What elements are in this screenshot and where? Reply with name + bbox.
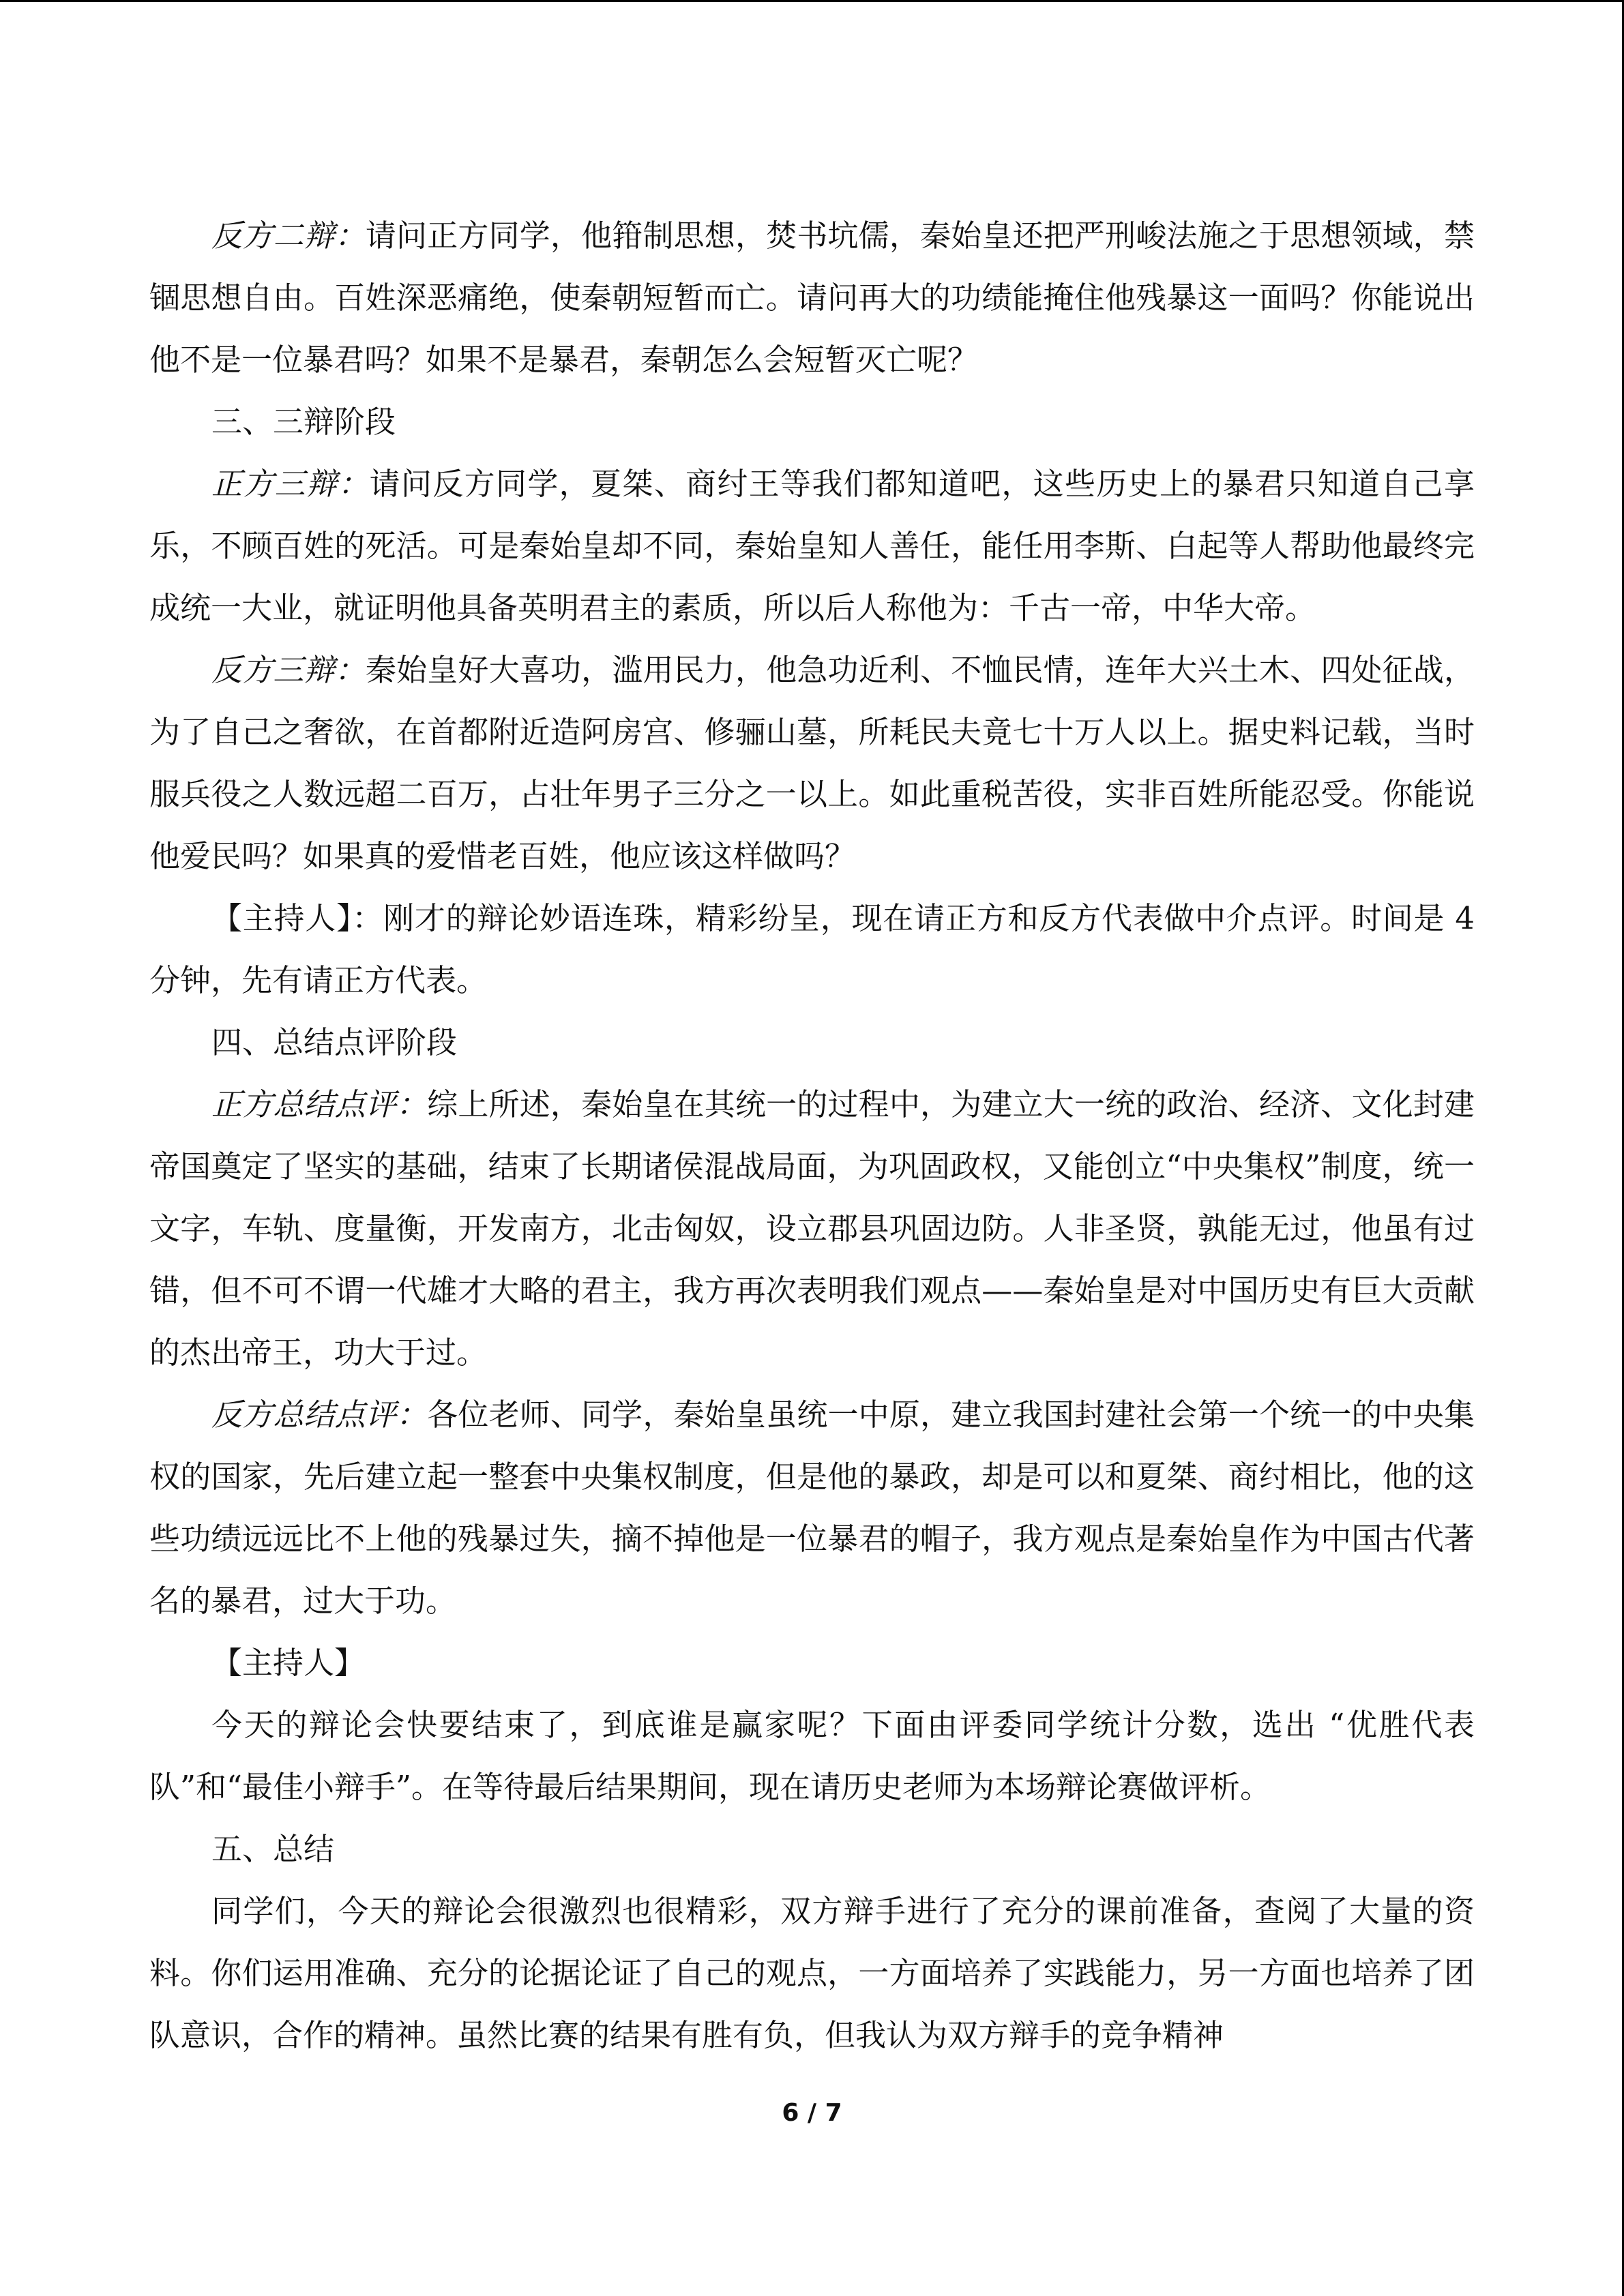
- speaker-label: 反方三辩：: [211, 652, 366, 688]
- speaker-label: 正方总结点评：: [211, 1086, 428, 1122]
- paragraph-fanfang-summary: [149, 1384, 1475, 1632]
- heading-text: 三、三辩阶段: [211, 404, 396, 440]
- document-body: [149, 205, 1475, 2066]
- speaker-label: 反方二辩：: [211, 218, 366, 254]
- paragraph-text: 秦始皇好大喜功，滥用民力，他急功近利、不恤民情，连年大兴土木、四处征战，为了自己之奢欲，在首都附近造阿房宫、修骊山墓，所耗民夫竟七十万人以上。据史料记载，当时服兵役之人数远超二百万，占壮年男子三分之一以上。如此重税苦役，实非百姓所能忍受。你能说他爱民吗？如果真的爱惜老百姓，他应该这样做吗？: [149, 652, 1475, 874]
- paragraph-host-closing: [149, 1694, 1475, 1818]
- paragraph-text: 请问正方同学，他箝制思想，焚书坑儒，秦始皇还把严刑峻法施之于思想领域，禁锢思想自由。百姓深恶痛绝，使秦朝短暂而亡。请问再大的功绩能掩住他残暴这一面吗？你能说出他不是一位暴君吗？如果不是暴君，秦朝怎么会短暂灭亡呢？: [149, 218, 1475, 378]
- paragraph-fanfang-erbian: [149, 205, 1475, 391]
- top-border-line: [0, 0, 1624, 2]
- heading-text: 【主持人】: [211, 1645, 366, 1681]
- section-heading-sanbian: [149, 391, 1475, 453]
- speaker-label: 反方总结点评：: [211, 1397, 428, 1433]
- paragraph-text: 【主持人】：刚才的辩论妙语连珠，精彩纷呈，现在请正方和反方代表做中介点评。时间是 4 分钟，先有请正方代表。: [149, 900, 1475, 998]
- speaker-label: 正方三辩：: [211, 466, 370, 502]
- paragraph-zhengfang-summary: [149, 1073, 1475, 1384]
- heading-text: 四、总结点评阶段: [211, 1024, 458, 1060]
- section-heading-zongjie-dianping: [149, 1011, 1475, 1073]
- paragraph-conclusion: [149, 1880, 1475, 2066]
- page-number: 6 / 7: [782, 2099, 842, 2127]
- paragraph-text: 今天的辩论会快要结束了，到底谁是赢家呢？下面由评委同学统计分数，选出 “优胜代表队”和“最佳小辩手”。在等待最后结果期间，现在请历史老师为本场辩论赛做评析。: [149, 1707, 1475, 1805]
- paragraph-host-remark: [149, 887, 1475, 1011]
- heading-text: 五、总结: [211, 1831, 335, 1867]
- paragraph-zhengfang-sanbian: [149, 453, 1475, 639]
- paragraph-text: 各位老师、同学，秦始皇虽统一中原，建立我国封建社会第一个统一的中央集权的国家，先后建立起一整套中央集权制度，但是他的暴政，却是可以和夏桀、商纣相比，他的这些功绩远远比不上他的残暴过失，摘不掉他是一位暴君的帽子，我方观点是秦始皇作为中国古代著名的暴君，过大于功。: [149, 1397, 1475, 1619]
- paragraph-text: 综上所述，秦始皇在其统一的过程中，为建立大一统的政治、经济、文化封建帝国奠定了坚实的基础，结束了长期诸侯混战局面，为巩固政权，又能创立“中央集权”制度，统一文字，车轨、度量衡，开发南方，北击匈奴，设立郡县巩固边防。人非圣贤，孰能无过，他虽有过错，但不可不谓一代雄才大略的君主，我方再次表明我们观点——秦始皇是对中国历史有巨大贡献的杰出帝王，功大于过。: [149, 1086, 1475, 1371]
- host-label: [149, 1632, 1475, 1694]
- section-heading-zongjie: [149, 1818, 1475, 1880]
- paragraph-text: 同学们，今天的辩论会很激烈也很精彩，双方辩手进行了充分的课前准备，查阅了大量的资料。你们运用准确、充分的论据论证了自己的观点，一方面培养了实践能力，另一方面也培养了团队意识，合作的精神。虽然比赛的结果有胜有负，但我认为双方辩手的竞争精神: [149, 1893, 1475, 2053]
- paragraph-fanfang-sanbian: [149, 639, 1475, 887]
- paragraph-text: 请问反方同学，夏桀、商纣王等我们都知道吧，这些历史上的暴君只知道自己享乐，不顾百姓的死活。可是秦始皇却不同，秦始皇知人善任，能任用李斯、白起等人帮助他最终完成统一大业，就证明他具备英明君主的素质，所以后人称他为：千古一帝，中华大帝。: [149, 466, 1475, 626]
